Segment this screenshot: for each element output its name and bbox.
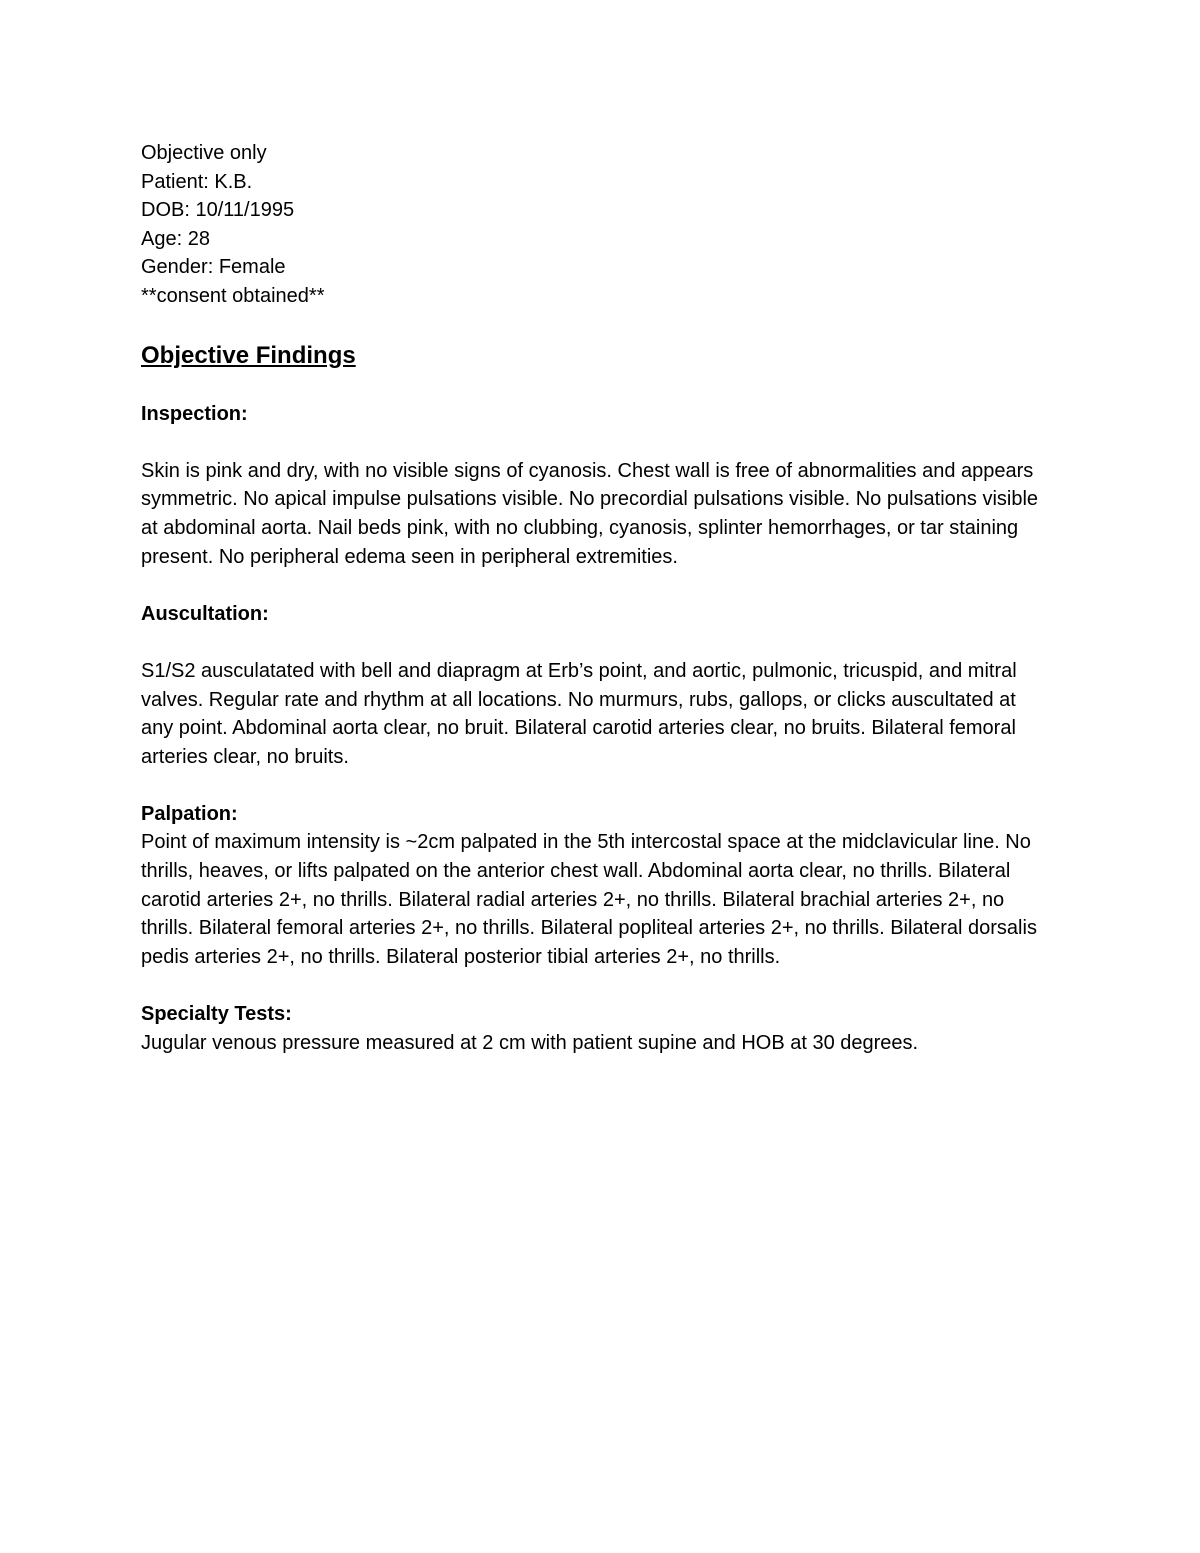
header-objective-only: Objective only xyxy=(141,142,267,164)
inspection-heading: Inspection: xyxy=(141,402,248,425)
header-patient: Patient: K.B. xyxy=(141,170,253,193)
specialty-tests-text: Jugular venous pressure measured at 2 cm with patient supine and HOB at 30 degrees. xyxy=(141,1031,919,1054)
document-page xyxy=(141,139,1051,1057)
palpation-heading: Palpation: xyxy=(141,802,238,825)
patient-header xyxy=(141,139,1051,311)
section-palpation xyxy=(141,800,1051,972)
page-title: Objective Findings xyxy=(141,341,356,369)
palpation-text: Point of maximum intensity is ~2cm palpated in the 5th intercostal space at the midclavicular line. No thrills, heaves, or lifts palpated on the anterior chest wall. Abdominal aorta clear, no thrills. Bilateral carotid arteries 2+, no thrills. Bilateral radial arteries 2+, no thrills. Bilateral brachial arteries 2+, no thrills. Bilateral femoral arteries 2+, no thrills. Bilateral popliteal arteries 2+, no thrills. Bilateral dorsalis pedis arteries 2+, no thrills. Bilateral posterior tibial arteries 2+, no thrills. xyxy=(141,831,1037,968)
section-auscultation xyxy=(141,600,1051,772)
specialty-tests-heading: Specialty Tests: xyxy=(141,1003,292,1026)
header-consent: **consent obtained** xyxy=(141,284,325,307)
header-age: Age: 28 xyxy=(141,227,210,250)
section-inspection xyxy=(141,400,1051,572)
header-gender: Gender: Female xyxy=(141,256,286,279)
header-dob: DOB: 10/11/1995 xyxy=(141,199,295,222)
auscultation-text: S1/S2 ausculatated with bell and diapragm at Erb’s point, and aortic, pulmonic, tricuspid, and mitral valves. Regular rate and rhythm at all locations. No murmurs, rubs, gallops, or clicks auscultated at any point. Abdominal aorta clear, no bruit. Bilateral carotid arteries clear, no bruits. Bilateral femoral arteries clear, no bruits. xyxy=(141,659,1017,768)
inspection-text: Skin is pink and dry, with no visible signs of cyanosis. Chest wall is free of abnormalities and appears symmetric. No apical impulse pulsations visible. No precordial pulsations visible. No pulsations visible at abdominal aorta. Nail beds pink, with no clubbing, cyanosis, splinter hemorrhages, or tar staining present. No peripheral edema seen in peripheral extremities. xyxy=(141,459,1039,568)
section-specialty-tests xyxy=(141,1000,1051,1057)
auscultation-heading: Auscultation: xyxy=(141,602,269,625)
